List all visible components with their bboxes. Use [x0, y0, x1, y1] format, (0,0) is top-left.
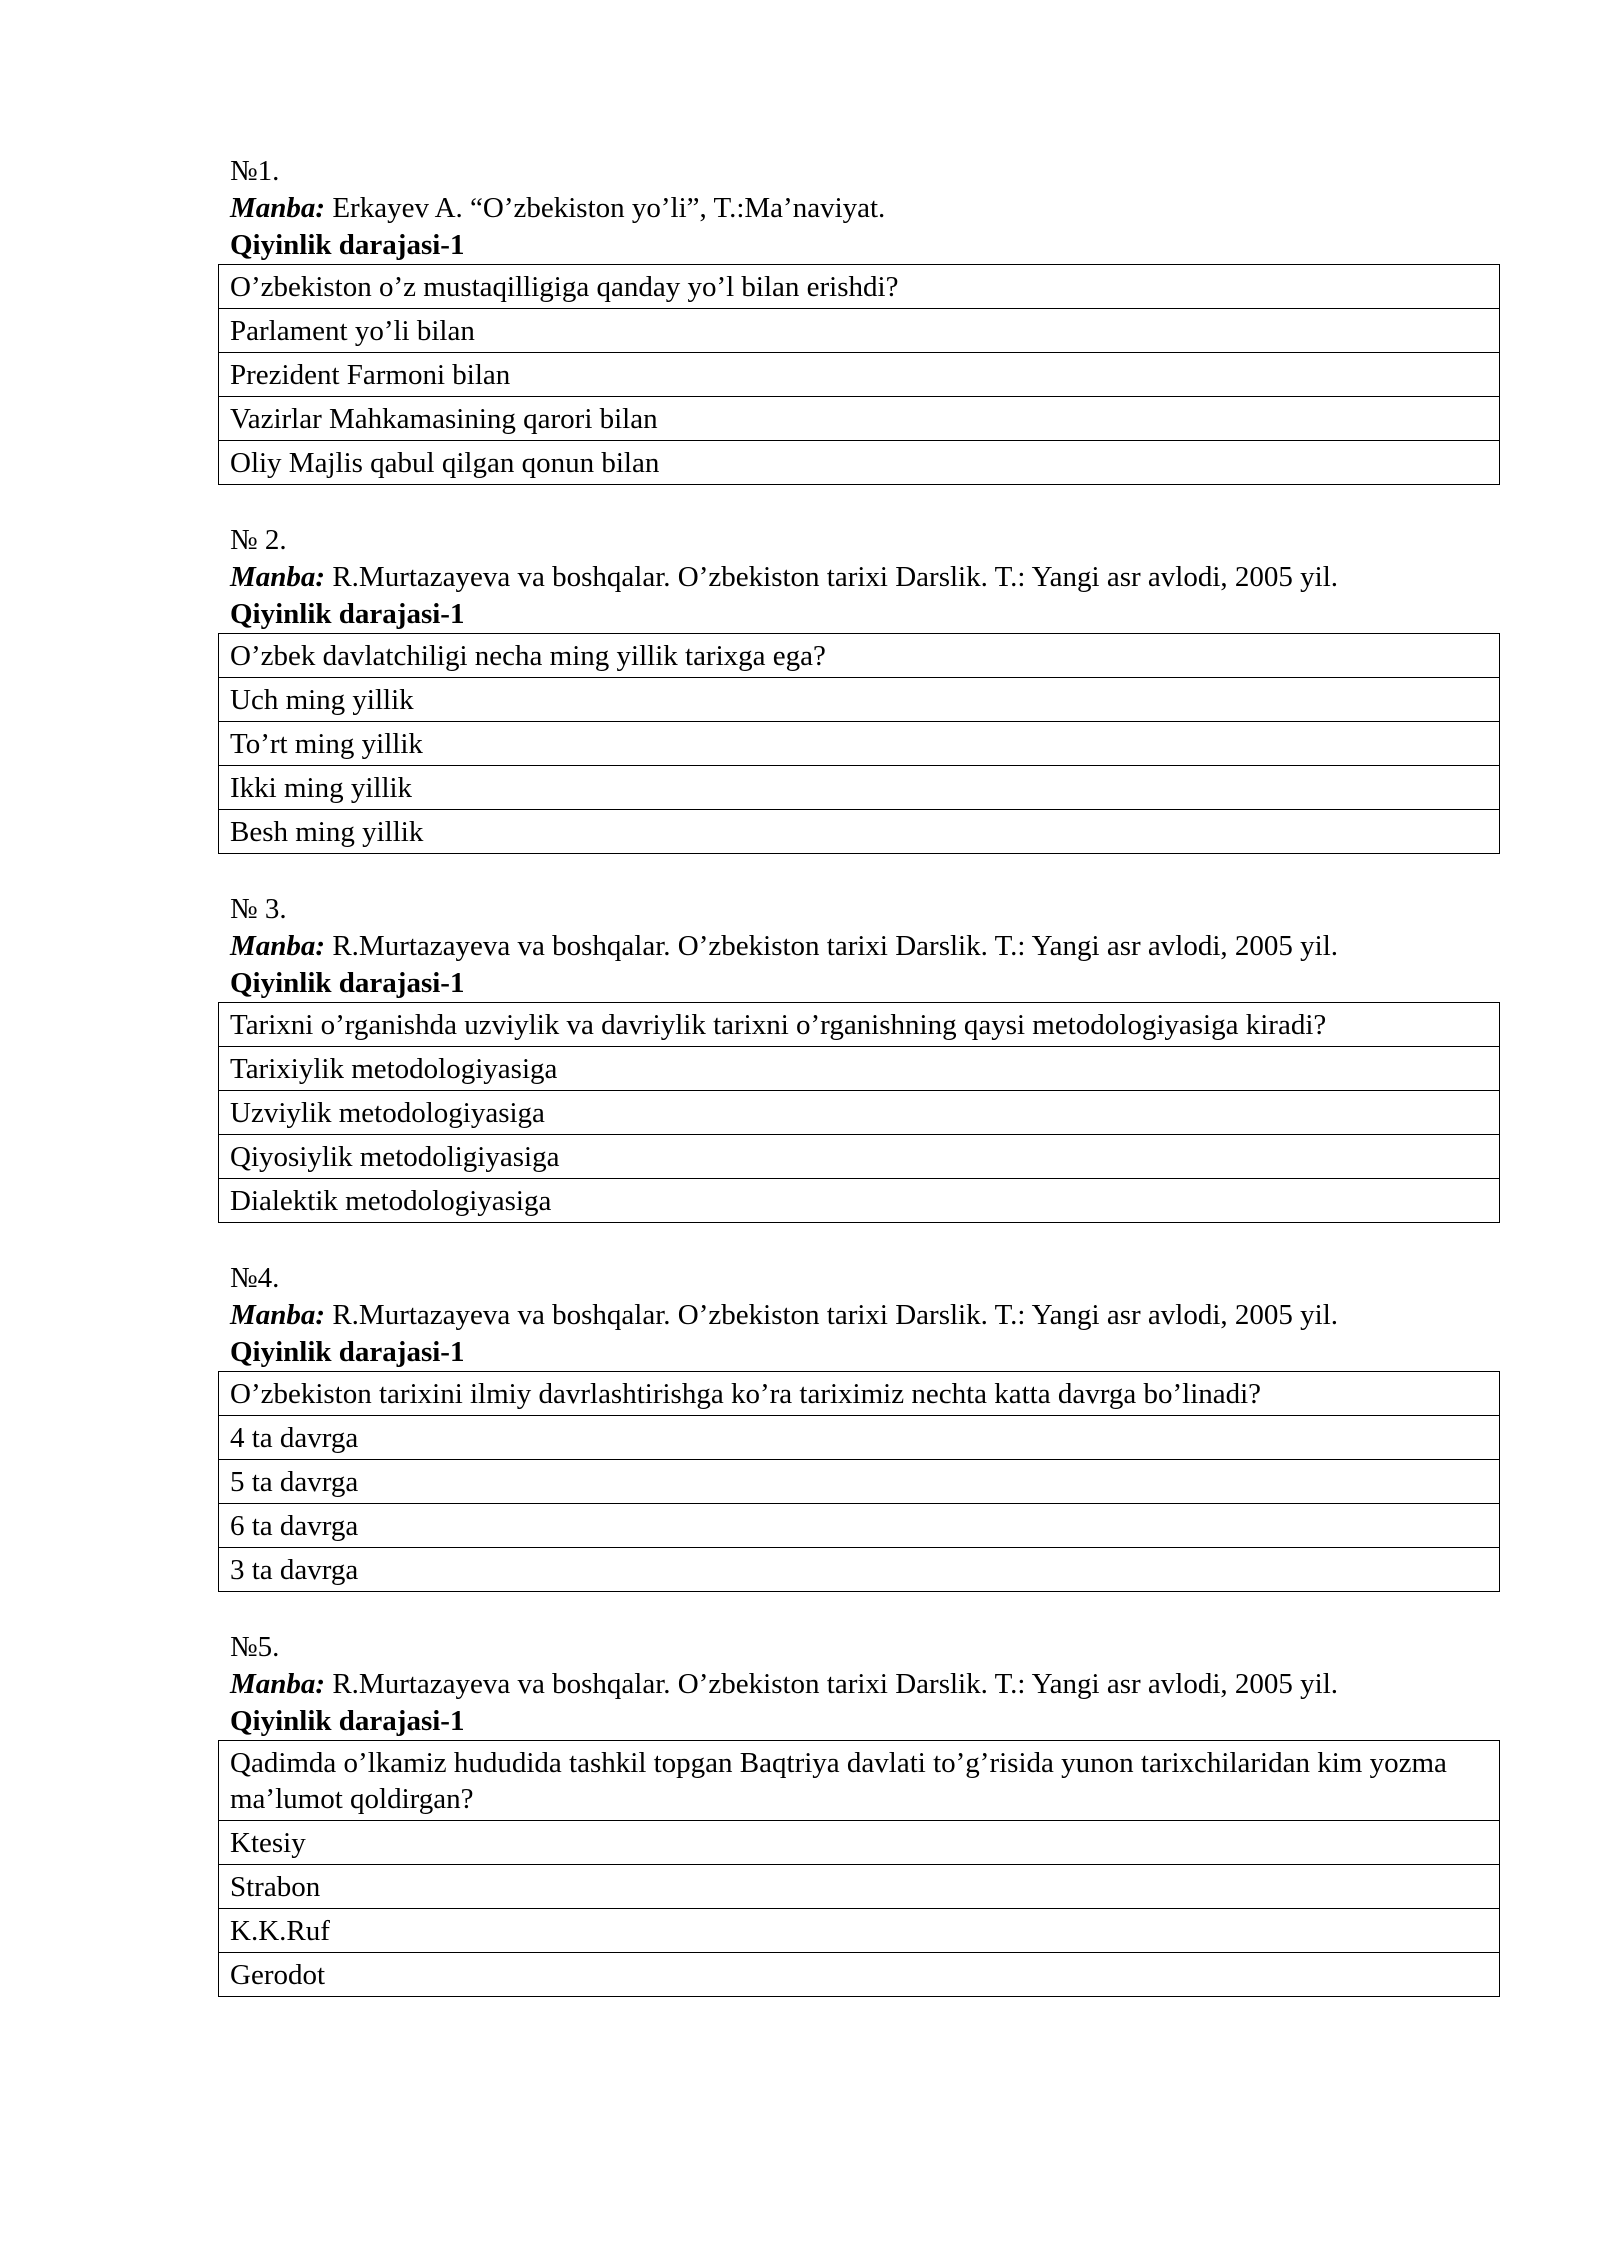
- source-label: Manba:: [230, 561, 326, 593]
- difficulty-level: Qiyinlik darajasi-1: [230, 1336, 465, 1368]
- question-source: [230, 190, 1500, 227]
- answer-row: [219, 1416, 1500, 1460]
- question-text: O’zbekiston o’z mustaqilligiga qanday yo’l bilan erishdi?: [219, 265, 1500, 309]
- answer-text: Oliy Majlis qabul qilgan qonun bilan: [219, 441, 1500, 485]
- answer-row: [219, 397, 1500, 441]
- question-number: № 3.: [230, 893, 287, 925]
- source-label: Manba:: [230, 930, 326, 962]
- answer-row: [219, 1821, 1500, 1865]
- question-row: [219, 1741, 1500, 1821]
- question-table: [218, 1740, 1500, 1997]
- question-row: [219, 1372, 1500, 1416]
- answer-text: K.K.Ruf: [219, 1909, 1500, 1953]
- question-source: [230, 559, 1500, 596]
- question-table: [218, 633, 1500, 854]
- answer-text: Dialektik metodologiyasiga: [219, 1179, 1500, 1223]
- answer-row: [219, 1460, 1500, 1504]
- answer-row: [219, 1179, 1500, 1223]
- answer-row: [219, 678, 1500, 722]
- answer-text: Strabon: [219, 1865, 1500, 1909]
- answer-text: 4 ta davrga: [219, 1416, 1500, 1460]
- answer-row: [219, 766, 1500, 810]
- answer-row: [219, 722, 1500, 766]
- source-text: R.Murtazayeva va boshqalar. O’zbekiston tarixi Darslik. T.: Yangi asr avlodi, 2005 yil.: [325, 930, 1339, 962]
- answer-text: Vazirlar Mahkamasining qarori bilan: [219, 397, 1500, 441]
- answer-row: [219, 1091, 1500, 1135]
- question-block-1: [218, 153, 1500, 485]
- question-table: [218, 1371, 1500, 1592]
- question-block-5: [218, 1629, 1500, 1997]
- answer-row: [219, 1548, 1500, 1592]
- question-table: [218, 1002, 1500, 1223]
- answer-text: Qiyosiylik metodoligiyasiga: [219, 1135, 1500, 1179]
- question-text: Tarixni o’rganishda uzviylik va davriylik tarixni o’rganishning qaysi metodologiyasiga kiradi?: [219, 1003, 1500, 1047]
- difficulty-level: Qiyinlik darajasi-1: [230, 598, 465, 630]
- question-source: [230, 928, 1500, 965]
- answer-text: Tarixiylik metodologiyasiga: [219, 1047, 1500, 1091]
- answer-text: 3 ta davrga: [219, 1548, 1500, 1592]
- difficulty-level: Qiyinlik darajasi-1: [230, 1705, 465, 1737]
- question-row: [219, 265, 1500, 309]
- source-label: Manba:: [230, 192, 326, 224]
- source-text: R.Murtazayeva va boshqalar. O’zbekiston tarixi Darslik. T.: Yangi asr avlodi, 2005 yil.: [325, 1668, 1339, 1700]
- question-block-2: [218, 522, 1500, 854]
- answer-row: [219, 810, 1500, 854]
- question-row: [219, 634, 1500, 678]
- question-number: №5.: [230, 1631, 280, 1663]
- answer-text: Prezident Farmoni bilan: [219, 353, 1500, 397]
- difficulty-level: Qiyinlik darajasi-1: [230, 967, 465, 999]
- answer-text: Ktesiy: [219, 1821, 1500, 1865]
- answer-text: Uzviylik metodologiyasiga: [219, 1091, 1500, 1135]
- question-number: №1.: [230, 155, 280, 187]
- question-row: [219, 1003, 1500, 1047]
- answer-row: [219, 1047, 1500, 1091]
- answer-text: 6 ta davrga: [219, 1504, 1500, 1548]
- answer-row: [219, 1909, 1500, 1953]
- answer-text: Parlament yo’li bilan: [219, 309, 1500, 353]
- question-table: [218, 264, 1500, 485]
- question-source: [230, 1297, 1500, 1334]
- answer-row: [219, 1504, 1500, 1548]
- question-text: O’zbek davlatchiligi necha ming yillik tarixga ega?: [219, 634, 1500, 678]
- source-text: R.Murtazayeva va boshqalar. O’zbekiston tarixi Darslik. T.: Yangi asr avlodi, 2005 yil.: [325, 561, 1339, 593]
- question-number: №4.: [230, 1262, 280, 1294]
- answer-text: Gerodot: [219, 1953, 1500, 1997]
- answer-row: [219, 1953, 1500, 1997]
- answer-text: Ikki ming yillik: [219, 766, 1500, 810]
- answer-text: Uch ming yillik: [219, 678, 1500, 722]
- answer-row: [219, 353, 1500, 397]
- source-label: Manba:: [230, 1668, 326, 1700]
- answer-row: [219, 441, 1500, 485]
- answer-text: Besh ming yillik: [219, 810, 1500, 854]
- answer-text: To’rt ming yillik: [219, 722, 1500, 766]
- source-text: R.Murtazayeva va boshqalar. O’zbekiston tarixi Darslik. T.: Yangi asr avlodi, 2005 yil.: [325, 1299, 1339, 1331]
- question-block-4: [218, 1260, 1500, 1592]
- answer-row: [219, 1135, 1500, 1179]
- source-text: Erkayev A. “O’zbekiston yo’li”, T.:Ma’naviyat.: [325, 192, 886, 224]
- answer-row: [219, 309, 1500, 353]
- question-text: O’zbekiston tarixini ilmiy davrlashtirishga ko’ra tariximiz nechta katta davrga bo’linadi?: [219, 1372, 1500, 1416]
- answer-text: 5 ta davrga: [219, 1460, 1500, 1504]
- answer-row: [219, 1865, 1500, 1909]
- question-number: № 2.: [230, 524, 287, 556]
- question-text: Qadimda o’lkamiz hududida tashkil topgan Baqtriya davlati to’g’risida yunon tarixchilaridan kim yozma ma’lumot qoldirgan?: [219, 1741, 1500, 1821]
- difficulty-level: Qiyinlik darajasi-1: [230, 229, 465, 261]
- question-block-3: [218, 891, 1500, 1223]
- source-label: Manba:: [230, 1299, 326, 1331]
- question-source: [230, 1666, 1500, 1703]
